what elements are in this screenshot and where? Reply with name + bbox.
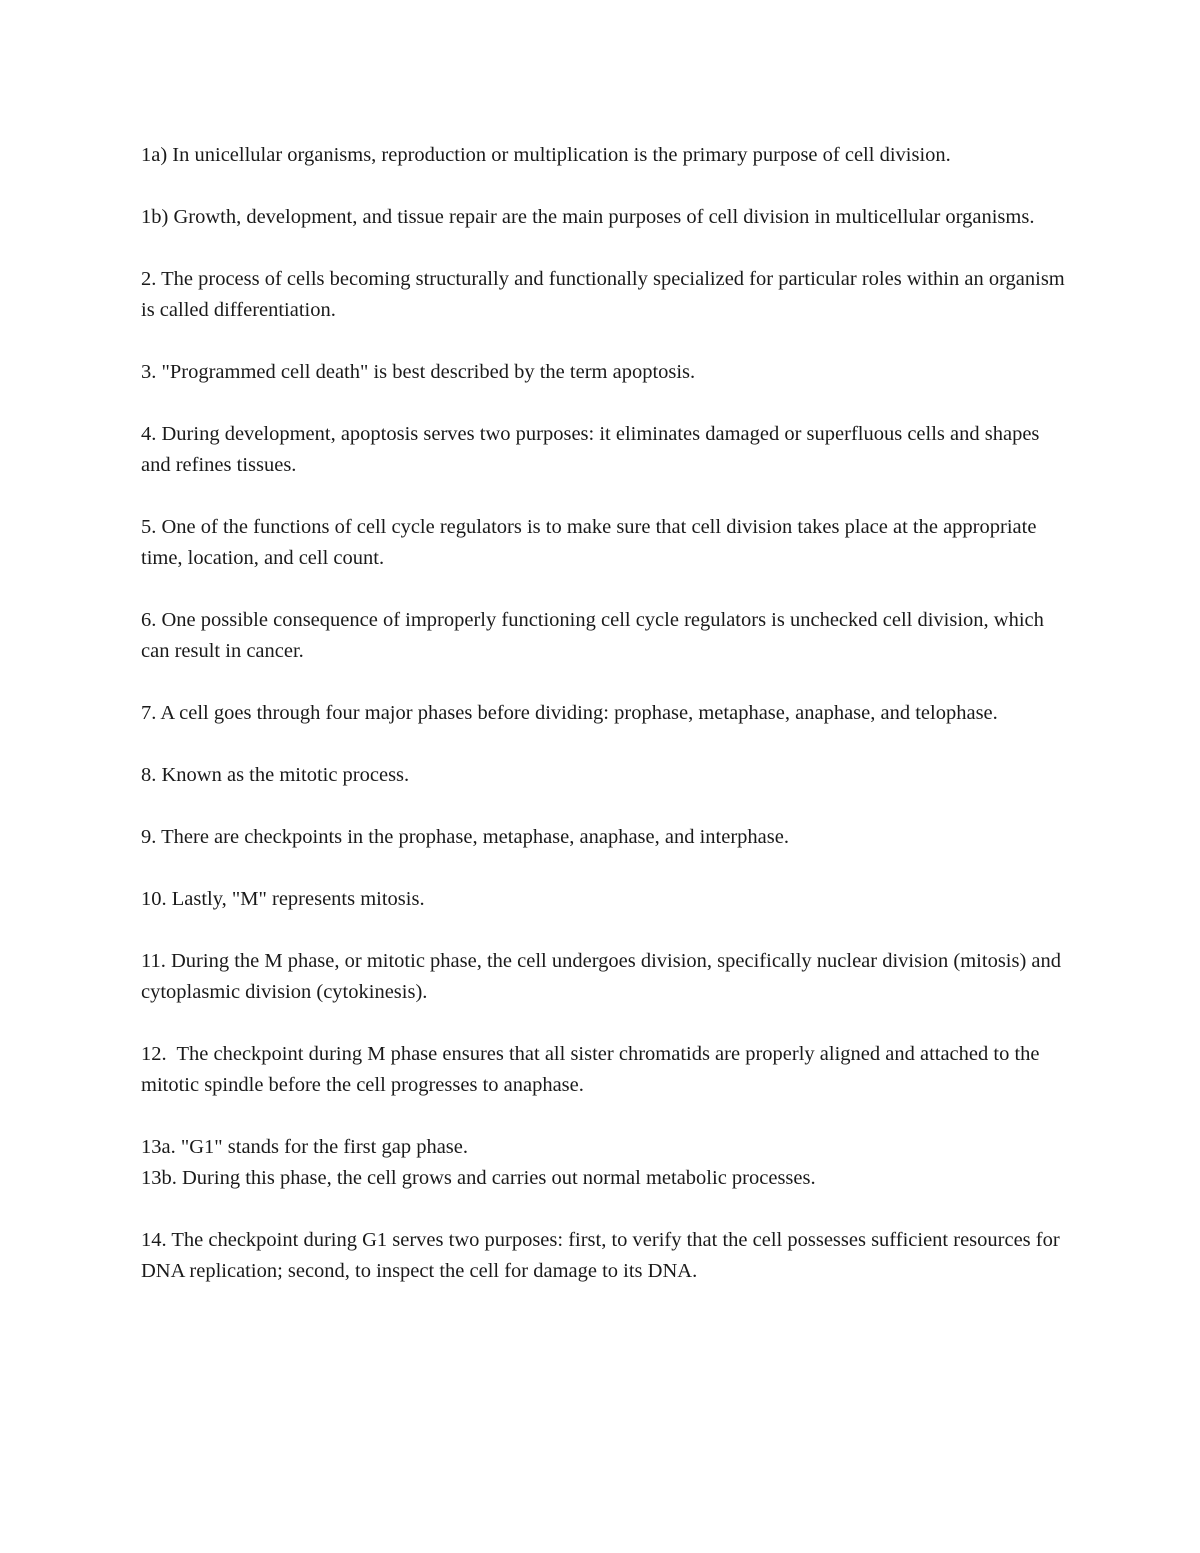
- answer-12: 12. The checkpoint during M phase ensures that all sister chromatids are properly aligned and attached to the mitotic spindle before the cell progresses to anaphase.: [141, 1043, 1045, 1096]
- answer-10: 10. Lastly, "M" represents mitosis.: [141, 888, 425, 910]
- answer-14: 14. The checkpoint during G1 serves two purposes: first, to verify that the cell possesses sufficient resources for DNA replication; second, to inspect the cell for damage to its DNA.: [141, 1229, 1065, 1282]
- answer-7: 7. A cell goes through four major phases before dividing: prophase, metaphase, anaphase, and telophase.: [141, 702, 998, 724]
- answer-11: 11. During the M phase, or mitotic phase, the cell undergoes division, specifically nuclear division (mitosis) and cytoplasmic division (cytokinesis).: [141, 950, 1067, 1003]
- answer-8: 8. Known as the mitotic process.: [141, 764, 410, 786]
- answer-1a: 1a) In unicellular organisms, reproduction or multiplication is the primary purpose of cell division.: [141, 144, 951, 166]
- answer-13b: 13b. During this phase, the cell grows and carries out normal metabolic processes.: [141, 1167, 816, 1189]
- answer-1b: 1b) Growth, development, and tissue repair are the main purposes of cell division in multicellular organisms.: [141, 206, 1035, 228]
- answer-2: 2. The process of cells becoming structurally and functionally specialized for particular roles within an organism is called differentiation.: [141, 268, 1070, 321]
- document-body: [141, 140, 1071, 1318]
- answer-6: 6. One possible consequence of improperly functioning cell cycle regulators is unchecked cell division, which can result in cancer.: [141, 609, 1049, 662]
- answer-3: 3. "Programmed cell death" is best described by the term apoptosis.: [141, 361, 696, 383]
- answer-4: 4. During development, apoptosis serves two purposes: it eliminates damaged or superfluous cells and shapes and refines tissues.: [141, 423, 1045, 476]
- answer-13a: 13a. "G1" stands for the first gap phase.: [141, 1136, 469, 1158]
- answer-9: 9. There are checkpoints in the prophase, metaphase, anaphase, and interphase.: [141, 826, 789, 848]
- answer-5: 5. One of the functions of cell cycle regulators is to make sure that cell division takes place at the appropriate time, location, and cell count.: [141, 516, 1042, 569]
